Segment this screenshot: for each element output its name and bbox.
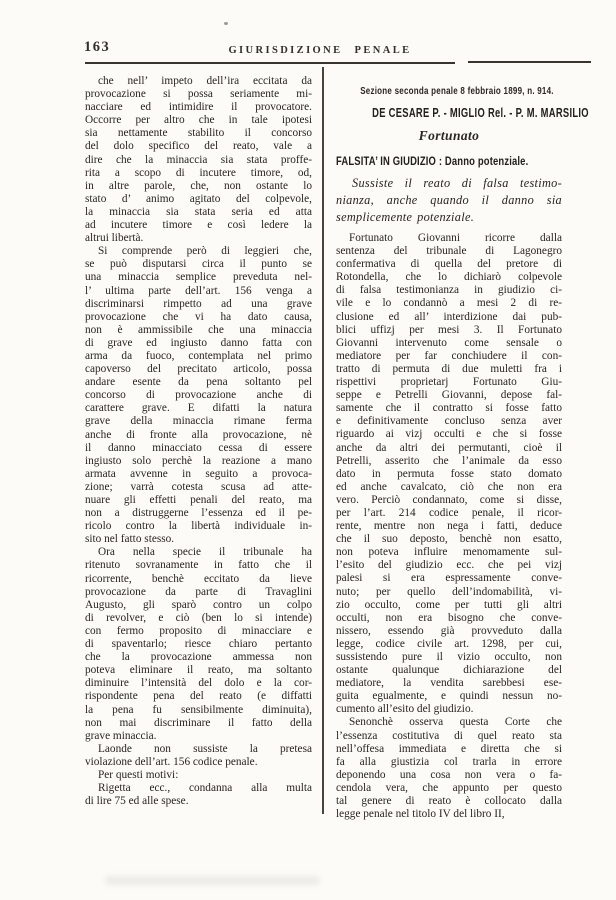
text-line: ed anche cavalcato, ciò che non era xyxy=(336,480,562,493)
text-line: rente, mentre non nega i fatti, deduce xyxy=(336,520,562,533)
text-line: sussistendo pure il vizio occulto, non xyxy=(336,651,562,663)
text-line: palesi si era espressamente conve- xyxy=(336,572,562,585)
text-line: cumento all’esito del giudizio. xyxy=(336,703,474,716)
text-line: poteva eliminare il reato, ma soltanto xyxy=(85,664,312,677)
text-line: seppe e Petrelli Giovanni, depose fal- xyxy=(336,389,562,402)
header-rule-right xyxy=(468,61,591,63)
text-line: dire che la minaccia sia stata proffe- xyxy=(85,153,312,166)
paragraph xyxy=(85,769,312,782)
text-line: concorso di provocazione anche di xyxy=(85,389,312,402)
text-line: legge, codice civile art. 1298, per cui, xyxy=(336,637,562,650)
text-line: non è ammissibile che una minaccia xyxy=(85,323,312,336)
text-line: ingiusto solo perchè la reazione a mano xyxy=(85,454,312,467)
text-line: il danno minacciato cessa di essere xyxy=(85,441,312,454)
text-line: rispondente pena del reato (e diffatti xyxy=(85,690,312,703)
paragraph xyxy=(336,232,562,716)
text-line: Rotondella, che lo dichiarò colpevole xyxy=(336,271,562,284)
text-line: samente che il contratto si fosse fatto xyxy=(336,402,562,415)
text-line: Laonde non sussiste la pretesa xyxy=(98,742,312,755)
text-line: Sussiste il reato di falsa testimo- xyxy=(352,176,562,190)
right-column xyxy=(336,71,589,821)
text-line: la minaccia sia stata seria ed atta xyxy=(85,205,312,218)
text-line: zione; varrà cotesta scusa ad atte- xyxy=(85,480,312,493)
scan-smudge-artifact xyxy=(105,876,320,885)
paragraph xyxy=(85,743,312,769)
text-line: guita egualmente, e quindi nessun no- xyxy=(336,690,562,703)
text-line: non a distruggerne l’essenza ed il pe- xyxy=(85,507,312,520)
paragraph xyxy=(336,716,562,821)
text-line: Petrelli, asserito che l’animale da esso xyxy=(336,454,562,467)
text-line: legge penale nel titolo IV del libro II, xyxy=(336,808,505,821)
text-line: armata avvenne in seguito a provoca- xyxy=(85,467,312,480)
text-line: ritenuto sovranamente in fatto che il xyxy=(85,559,312,572)
text-line: altrui libertà. xyxy=(85,232,144,245)
text-line: non mai discriminare il fatto della xyxy=(85,716,312,729)
text-line: dato in permuta fosse stato domato xyxy=(336,467,562,480)
text-line: che la provocazione ammessa non xyxy=(85,651,312,664)
case-subject-line: FALSITA’ IN GIUDIZIO : Danno potenziale. xyxy=(336,156,529,168)
text-line: una minaccia semplice preveduta nel- xyxy=(85,271,312,284)
text-line: sito nel fatto stesso. xyxy=(85,533,175,546)
text-line: Rigetta ecc., condanna alla multa xyxy=(98,782,312,795)
text-line: cendola vera, che appunto per questo xyxy=(336,781,562,794)
running-head: GIURISDIZIONE PENALE xyxy=(228,45,412,56)
case-subject-row xyxy=(336,152,562,166)
text-line: la pena fu sensibilmente diminuita), xyxy=(85,703,312,716)
text-line: nacciare ed intimidire il provocatore. xyxy=(85,101,312,114)
text-line: sentenza del tribunale di Lagonegro xyxy=(336,245,562,258)
text-line: Giovanni intervenuto come sensale o xyxy=(336,336,562,349)
text-line: discriminarsi rimpetto ad una grave xyxy=(85,297,312,310)
text-line: nissero, essendo già provveduto dalla xyxy=(336,624,562,637)
text-line: di revolver, e ciò (ben lo si intende) xyxy=(85,611,312,624)
text-line: diminuire l’intensità del dolo e la cor- xyxy=(85,677,312,690)
text-line: sia nettamente stabilito il concorso xyxy=(85,127,312,140)
right-column-body xyxy=(336,232,562,821)
text-line: tal genere di reato è collocato dalla xyxy=(336,795,562,808)
text-line: Per questi motivi: xyxy=(98,768,179,781)
text-line: clusione ed all’ interdizione dai pub- xyxy=(336,310,562,323)
text-line: l’ ultima parte dell’art. 156 venga a xyxy=(85,284,312,297)
text-line: riguardo ai vizj occulti e che si fosse xyxy=(336,428,562,441)
text-line: non poteva influire menomamente sul- xyxy=(336,546,562,559)
text-line: Fortunato Giovanni ricorre dalla xyxy=(349,232,562,244)
paragraph xyxy=(85,782,312,808)
text-line: di lire 75 ed alle spese. xyxy=(85,795,189,808)
text-line: anche di fronte alla provocazione, nè xyxy=(85,428,312,441)
text-line: se può disputarsi circa il punto se xyxy=(85,258,312,271)
text-line: capoverso del precitato articolo, possa xyxy=(85,363,312,376)
text-line: violazione dell’art. 156 codice penale. xyxy=(85,755,258,768)
text-line: ricorrente, benchè eccitato da lieve xyxy=(85,572,312,585)
text-line: di spaventarlo; riesce chiaro pertanto xyxy=(85,638,312,651)
paragraph xyxy=(85,546,312,742)
text-line: mediatore per far conchiudere il con- xyxy=(336,349,562,362)
text-line: fa alla giustizia col trarla in errore xyxy=(336,755,562,768)
text-line: andare esente da pena soltanto pel xyxy=(85,376,312,389)
text-line: rita a scopo di incutere timore, od, xyxy=(85,166,312,179)
text-line: nuare gli effetti penali del reato, ma xyxy=(85,494,312,506)
case-judges-row xyxy=(336,104,589,120)
text-line: e definitivamente concluso senza aver xyxy=(336,415,562,428)
page-number: 163 xyxy=(84,39,111,55)
text-line: ostante qualunque dichiarazione del xyxy=(336,664,562,677)
text-line: anche da altri dei permutanti, cioè il xyxy=(336,441,562,454)
text-line: arma da fuoco, contemplata nel primo xyxy=(85,349,312,362)
text-line: nell’offesa immediata e diretta che si xyxy=(336,742,562,755)
text-line: provocazione si possa seriamente mi- xyxy=(85,88,312,101)
text-line: Augusto, gli sparò contro un colpo xyxy=(85,598,312,611)
text-line: con fermo proposito di minacciare e xyxy=(85,624,312,637)
text-line: l’essenza costitutiva di quel reato sta xyxy=(336,729,562,742)
text-line: di grave ed ingiusto danno fatta con xyxy=(85,336,312,349)
text-line: semplicemente potenziale. xyxy=(336,210,475,224)
text-line: vile e lo condannò a mesi 2 di re- xyxy=(336,297,562,310)
text-line: per l’art. 214 codice penale, il ricor- xyxy=(336,506,562,519)
case-headnote xyxy=(336,175,562,226)
text-line: deponendo una cosa non vera o fa- xyxy=(336,768,562,781)
text-line: grave della minaccia rimane ferma xyxy=(85,415,312,428)
paragraph xyxy=(85,75,312,245)
text-line: provocazione che vi ha dato causa, xyxy=(85,310,312,323)
text-line: in altre parole, che, non ostante lo xyxy=(85,179,312,192)
text-line: provocazione da parte di Travaglini xyxy=(85,585,312,598)
text-line: zio occulto, come per tutti gli altri xyxy=(336,598,562,611)
header-rule-left xyxy=(85,62,455,64)
text-line: Si comprende però di leggieri che, xyxy=(98,245,312,258)
text-line: grave minaccia. xyxy=(85,729,157,742)
text-line: nianza, anche quando il danno sia xyxy=(336,193,562,207)
left-column xyxy=(85,71,312,808)
text-line: rispettivi proprietarj Fortunato Giu- xyxy=(336,376,562,389)
text-line: Ora nella specie il tribunale ha xyxy=(98,546,312,559)
case-judges-line: DE CESARE P. - MIGLIO Rel. - P. M. MARSILIO xyxy=(372,106,589,120)
text-line: stato d’ animo agitato del colpevole, xyxy=(85,192,312,205)
text-line: confermativa di quella del pretore di xyxy=(336,258,562,271)
text-line: carattere grave. E difatti la natura xyxy=(85,402,312,415)
text-line: nuto; per quello dell’indomabilità, vi- xyxy=(336,585,562,598)
case-party-name: Fortunato xyxy=(418,128,480,143)
text-line: ad incutere timore e così ledere la xyxy=(85,219,312,232)
text-line: vero. Perciò condannato, come si disse, xyxy=(336,493,562,506)
case-section-line: Sezione seconda penale 8 febbraio 1899, n. 914. xyxy=(360,86,554,97)
text-line: tratto di permuta di due muletti fra i xyxy=(336,362,562,375)
text-line: che il suo deposto, benchè non esatto, xyxy=(336,533,562,546)
text-line: Occorre per altro che in tale ipotesi xyxy=(85,114,312,127)
text-line: ricolo contro la libertà individuale in- xyxy=(85,520,312,533)
text-line: che nell’ impeto dell’ira eccitata da xyxy=(98,75,312,87)
text-line: di falsa testimonianza in giudizio ci- xyxy=(336,284,562,297)
text-line: blici uffizj per mesi 3. Il Fortunato xyxy=(336,323,562,336)
text-line: mediatore, la vendita sarebbesi ese- xyxy=(336,677,562,690)
text-line: Senonchè osserva questa Corte che xyxy=(349,716,562,729)
text-line: occulti, non era bisogno che conve- xyxy=(336,611,562,624)
case-section-row xyxy=(336,81,562,97)
text-line: del dolo specifico del reato, vale a xyxy=(85,140,312,153)
scan-speck-artifact xyxy=(224,22,228,25)
text-line: l’esito del giudizio ecc. che pei vizj xyxy=(336,559,562,572)
column-divider xyxy=(322,67,324,814)
paragraph xyxy=(85,245,312,546)
